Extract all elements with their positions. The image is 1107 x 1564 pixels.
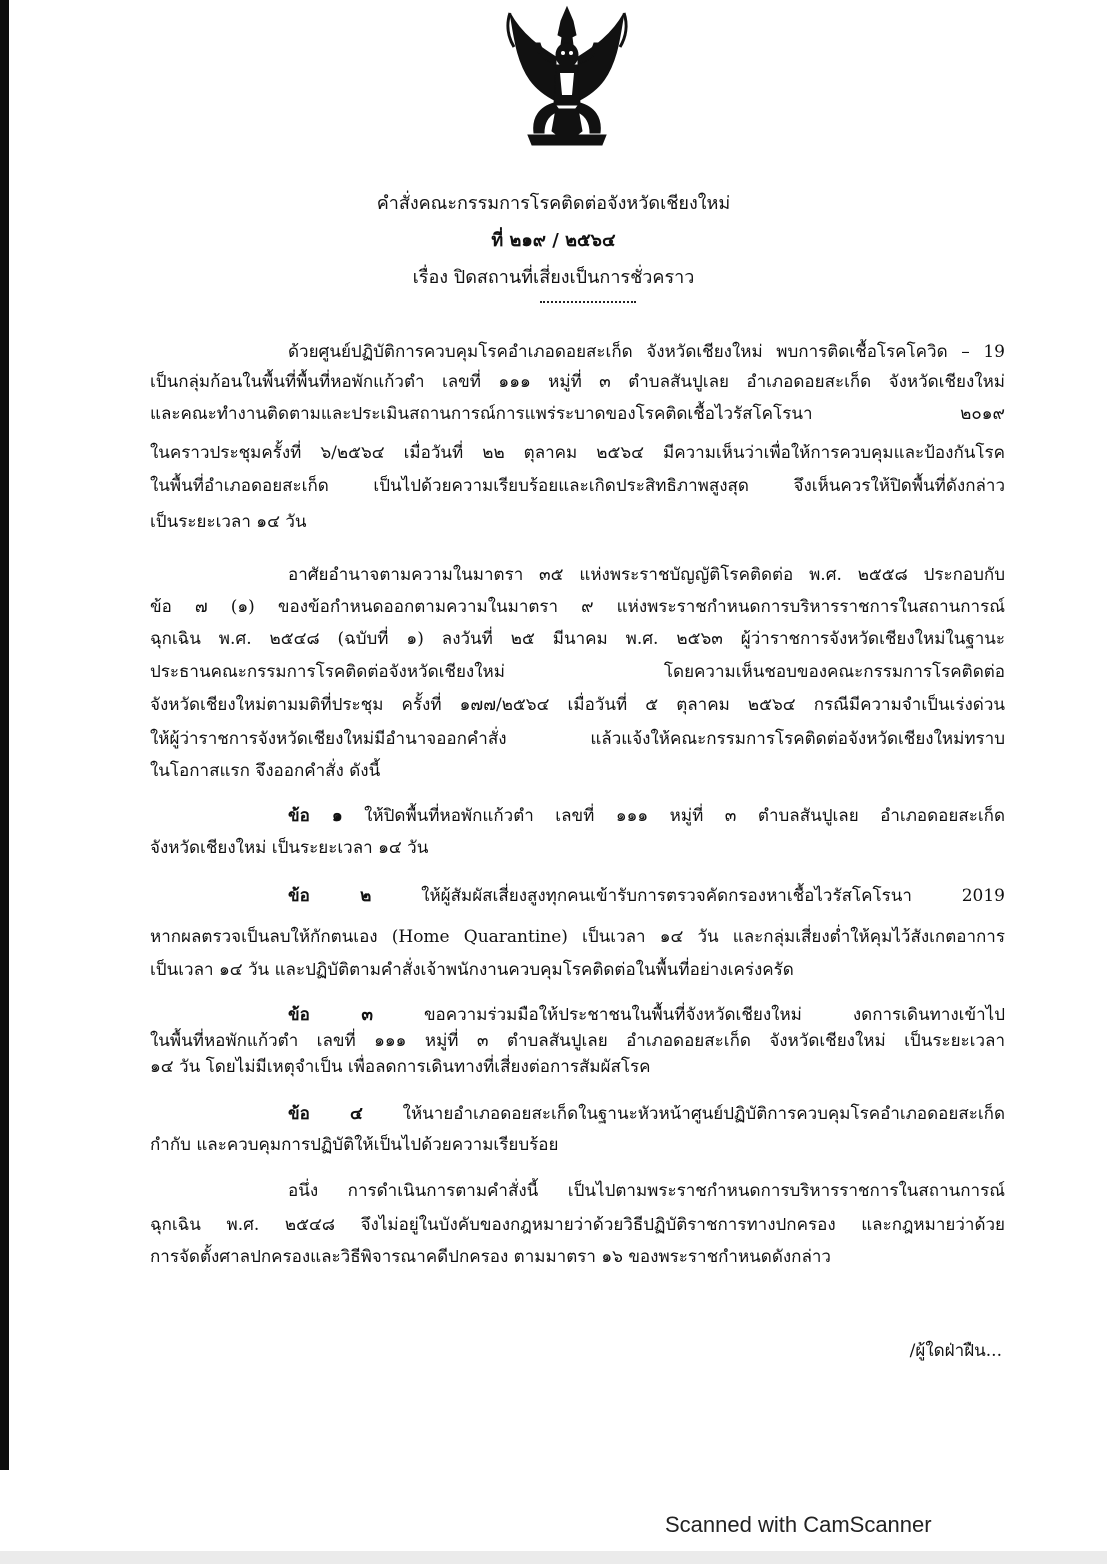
clause-2: [288, 883, 1005, 909]
divider: [540, 301, 636, 303]
clause-4-line: ให้นายอำเภอดอยสะเก็ดในฐานะหัวหน้าศูนย์ปฏิบัติการควบคุมโรคอำเภอดอยสะเก็ด: [402, 1104, 1005, 1124]
clause-1-label: ข้อ ๑: [288, 806, 343, 826]
page-bottom-edge: [0, 1551, 1107, 1564]
clause-3-line: ขอความร่วมมือให้ประชาชนในพื้นที่จังหวัดเชียงใหม่ งดการเดินทางเข้าไป: [423, 1005, 1005, 1025]
paragraph-2-line: ฉุกเฉิน พ.ศ. ๒๕๔๘ (ฉบับที่ ๑) ลงวันที่ ๒๕ มีนาคม พ.ศ. ๒๕๖๓ ผู้ว่าราชการจังหวัดเชียงใหม่ในฐานะ: [150, 629, 1005, 649]
paragraph-1-line: เป็นระยะเวลา ๑๔ วัน: [150, 512, 307, 532]
paragraph-2-line: ให้ผู้ว่าราชการจังหวัดเชียงใหม่มีอำนาจออกคำสั่ง แล้วแจ้งให้คณะกรรมการโรคติดต่อจังหวัดเชียงใหม่ทราบ: [150, 729, 1005, 749]
paragraph-2-line: จังหวัดเชียงใหม่ตามมติที่ประชุม ครั้งที่ ๑๗๗/๒๕๖๔ เมื่อวันที่ ๕ ตุลาคม ๒๕๖๔ กรณีมีความจำเป็นเร่งด่วน: [150, 695, 1005, 715]
clause-1-line: จังหวัดเชียงใหม่ เป็นระยะเวลา ๑๔ วัน: [150, 838, 429, 858]
paragraph-2-line: ข้อ ๗ (๑) ของข้อกำหนดออกตามความในมาตรา ๙ แห่งพระราชกำหนดการบริหารราชการในสถานการณ์: [150, 597, 1005, 617]
paragraph-1-line: และคณะทำงานติดตามและประเมินสถานการณ์การแพร่ระบาดของโรคติดเชื้อไวรัสโคโรนา ๒๐๑๙: [150, 404, 1005, 424]
order-subject: เรื่อง ปิดสถานที่เสี่ยงเป็นการชั่วคราว: [412, 267, 695, 288]
paragraph-1-line: ในคราวประชุมครั้งที่ ๖/๒๕๖๔ เมื่อวันที่ ๒๒ ตุลาคม ๒๕๖๔ มีความเห็นว่าเพื่อให้การควบคุมและป้องกันโรค: [150, 443, 1005, 463]
clause-3-line: ในพื้นที่หอพักแก้วตำ เลขที่ ๑๑๑ หมู่ที่ ๓ ตำบลสันปูเลย อำเภอดอยสะเก็ด จังหวัดเชียงใหม่ เป็นระยะเวลา: [150, 1031, 1005, 1051]
scanner-watermark: Scanned with CamScanner: [665, 1512, 932, 1537]
clause-3-line: ๑๔ วัน โดยไม่มีเหตุจำเป็น เพื่อลดการเดินทางที่เสี่ยงต่อการสัมผัสโรค: [150, 1057, 651, 1077]
garuda-emblem-icon: [500, 5, 635, 150]
clause-2-line: เป็นเวลา ๑๔ วัน และปฏิบัติตามคำสั่งเจ้าพนักงานควบคุมโรคติดต่อในพื้นที่อย่างเคร่งครัด: [150, 960, 794, 980]
order-title: คำสั่งคณะกรรมการโรคติดต่อจังหวัดเชียงใหม่: [376, 193, 731, 214]
scan-edge: [0, 0, 9, 1470]
paragraph-1-line: เป็นกลุ่มก้อนในพื้นที่พื้นที่หอพักแก้วตำ เลขที่ ๑๑๑ หมู่ที่ ๓ ตำบลสันปูเลย อำเภอดอยสะเก็ด จังหวัดเชียงใหม่: [150, 372, 1005, 392]
clause-3-label: ข้อ ๓: [288, 1005, 373, 1025]
paragraph-3-line: อนึ่ง การดำเนินการตามคำสั่งนี้ เป็นไปตามพระราชกำหนดการบริหารราชการในสถานการณ์: [288, 1181, 1005, 1201]
paragraph-3-line: ฉุกเฉิน พ.ศ. ๒๕๔๘ จึงไม่อยู่ในบังคับของกฎหมายว่าด้วยวิธีปฏิบัติราชการทางปกครอง และกฎหมายว่าด้วย: [150, 1215, 1005, 1235]
paragraph-2-line: อาศัยอำนาจตามความในมาตรา ๓๕ แห่งพระราชบัญญัติโรคติดต่อ พ.ศ. ๒๕๕๘ ประกอบกับ: [288, 565, 1005, 585]
clause-2-label: ข้อ ๒: [288, 886, 372, 906]
clause-4-label: ข้อ ๔: [288, 1104, 363, 1124]
clause-2-line: หากผลตรวจเป็นลบให้กักตนเอง (Home Quarantine) เป็นเวลา ๑๔ วัน และกลุ่มเสี่ยงต่ำให้คุมไว้สังเกตอาการ: [150, 927, 1005, 947]
order-number: ที่ ๒๑๙ / ๒๕๖๔: [491, 230, 616, 251]
continuation-note: /ผู้ใดฝ่าฝืน...: [909, 1341, 1002, 1361]
paragraph-1-line: ในพื้นที่อำเภอดอยสะเก็ด เป็นไปด้วยความเรียบร้อยและเกิดประสิทธิภาพสูงสุด จึงเห็นควรให้ปิดพื้นที่ดังกล่าว: [150, 476, 1005, 496]
clause-1: [288, 803, 1005, 829]
clause-4: [288, 1101, 1005, 1127]
paragraph-2-line: ประธานคณะกรรมการโรคติดต่อจังหวัดเชียงใหม่ โดยความเห็นชอบของคณะกรรมการโรคติดต่อ: [150, 662, 1005, 682]
clause-3: [288, 1002, 1005, 1028]
clause-2-line: ให้ผู้สัมผัสเสี่ยงสูงทุกคนเข้ารับการตรวจคัดกรองหาเชื้อไวรัสโคโรนา 2019: [421, 886, 1005, 906]
clause-1-line: ให้ปิดพื้นที่หอพักแก้วตำ เลขที่ ๑๑๑ หมู่ที่ ๓ ตำบลสันปูเลย อำเภอดอยสะเก็ด: [364, 806, 1005, 826]
clause-4-line: กำกับ และควบคุมการปฏิบัติให้เป็นไปด้วยความเรียบร้อย: [150, 1135, 559, 1155]
paragraph-2-line: ในโอกาสแรก จึงออกคำสั่ง ดังนี้: [150, 761, 381, 781]
paragraph-3-line: การจัดตั้งศาลปกครองและวิธีพิจารณาคดีปกครอง ตามมาตรา ๑๖ ของพระราชกำหนดดังกล่าว: [150, 1247, 831, 1267]
paragraph-1-line: ด้วยศูนย์ปฏิบัติการควบคุมโรคอำเภอดอยสะเก็ด จังหวัดเชียงใหม่ พบการติดเชื้อโรคโควิด – 19: [288, 342, 1005, 362]
